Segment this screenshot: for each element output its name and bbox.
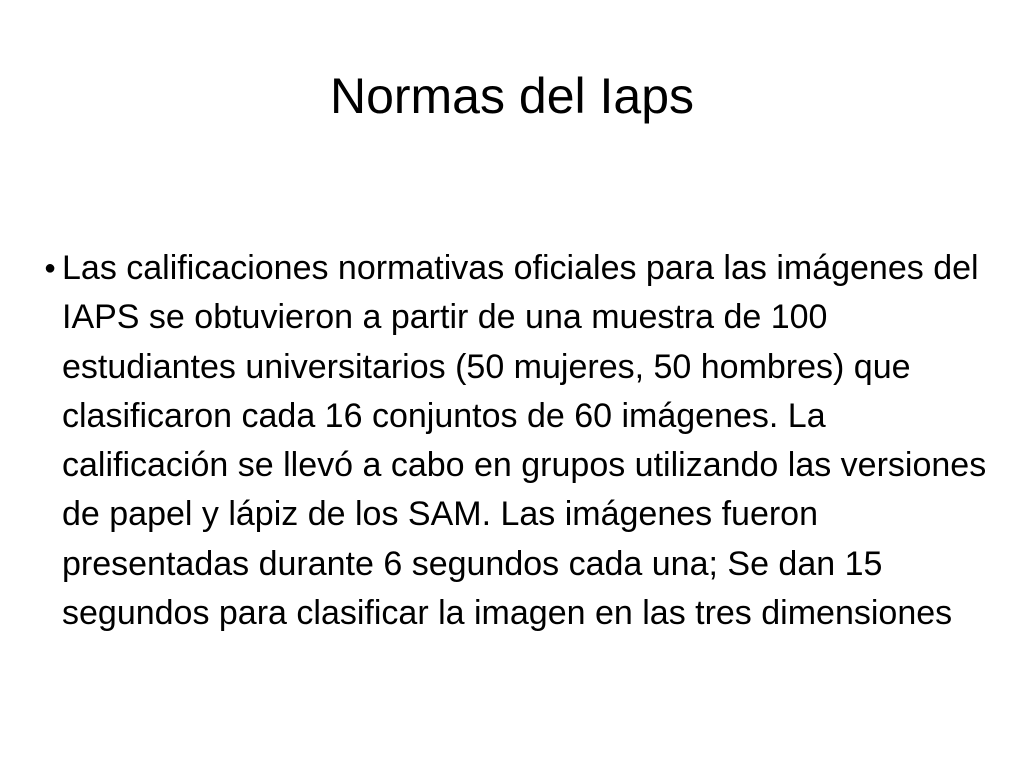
bullet-dot-icon: ●: [44, 257, 57, 279]
slide-title: Normas del Iaps: [329, 68, 695, 124]
bullet-text: Las calificaciones normativas oficiales para las imágenes del IAPS se obtuvieron a partir de una muestra de 100 estudiantes universitarios (50 mujeres, 50 hombres) que clasificaron cada 16 conjuntos de 60 imágenes. La calificación se llevó a cabo en grupos utilizando las versiones de papel y lápiz de los SAM. Las imágenes fueron presentadas durante 6 segundos cada una; Se dan 15 segundos para clasificar la imagen en las tres dimensiones: [62, 249, 987, 633]
bullet-list: [40, 244, 990, 638]
bullet-item: [40, 244, 990, 638]
